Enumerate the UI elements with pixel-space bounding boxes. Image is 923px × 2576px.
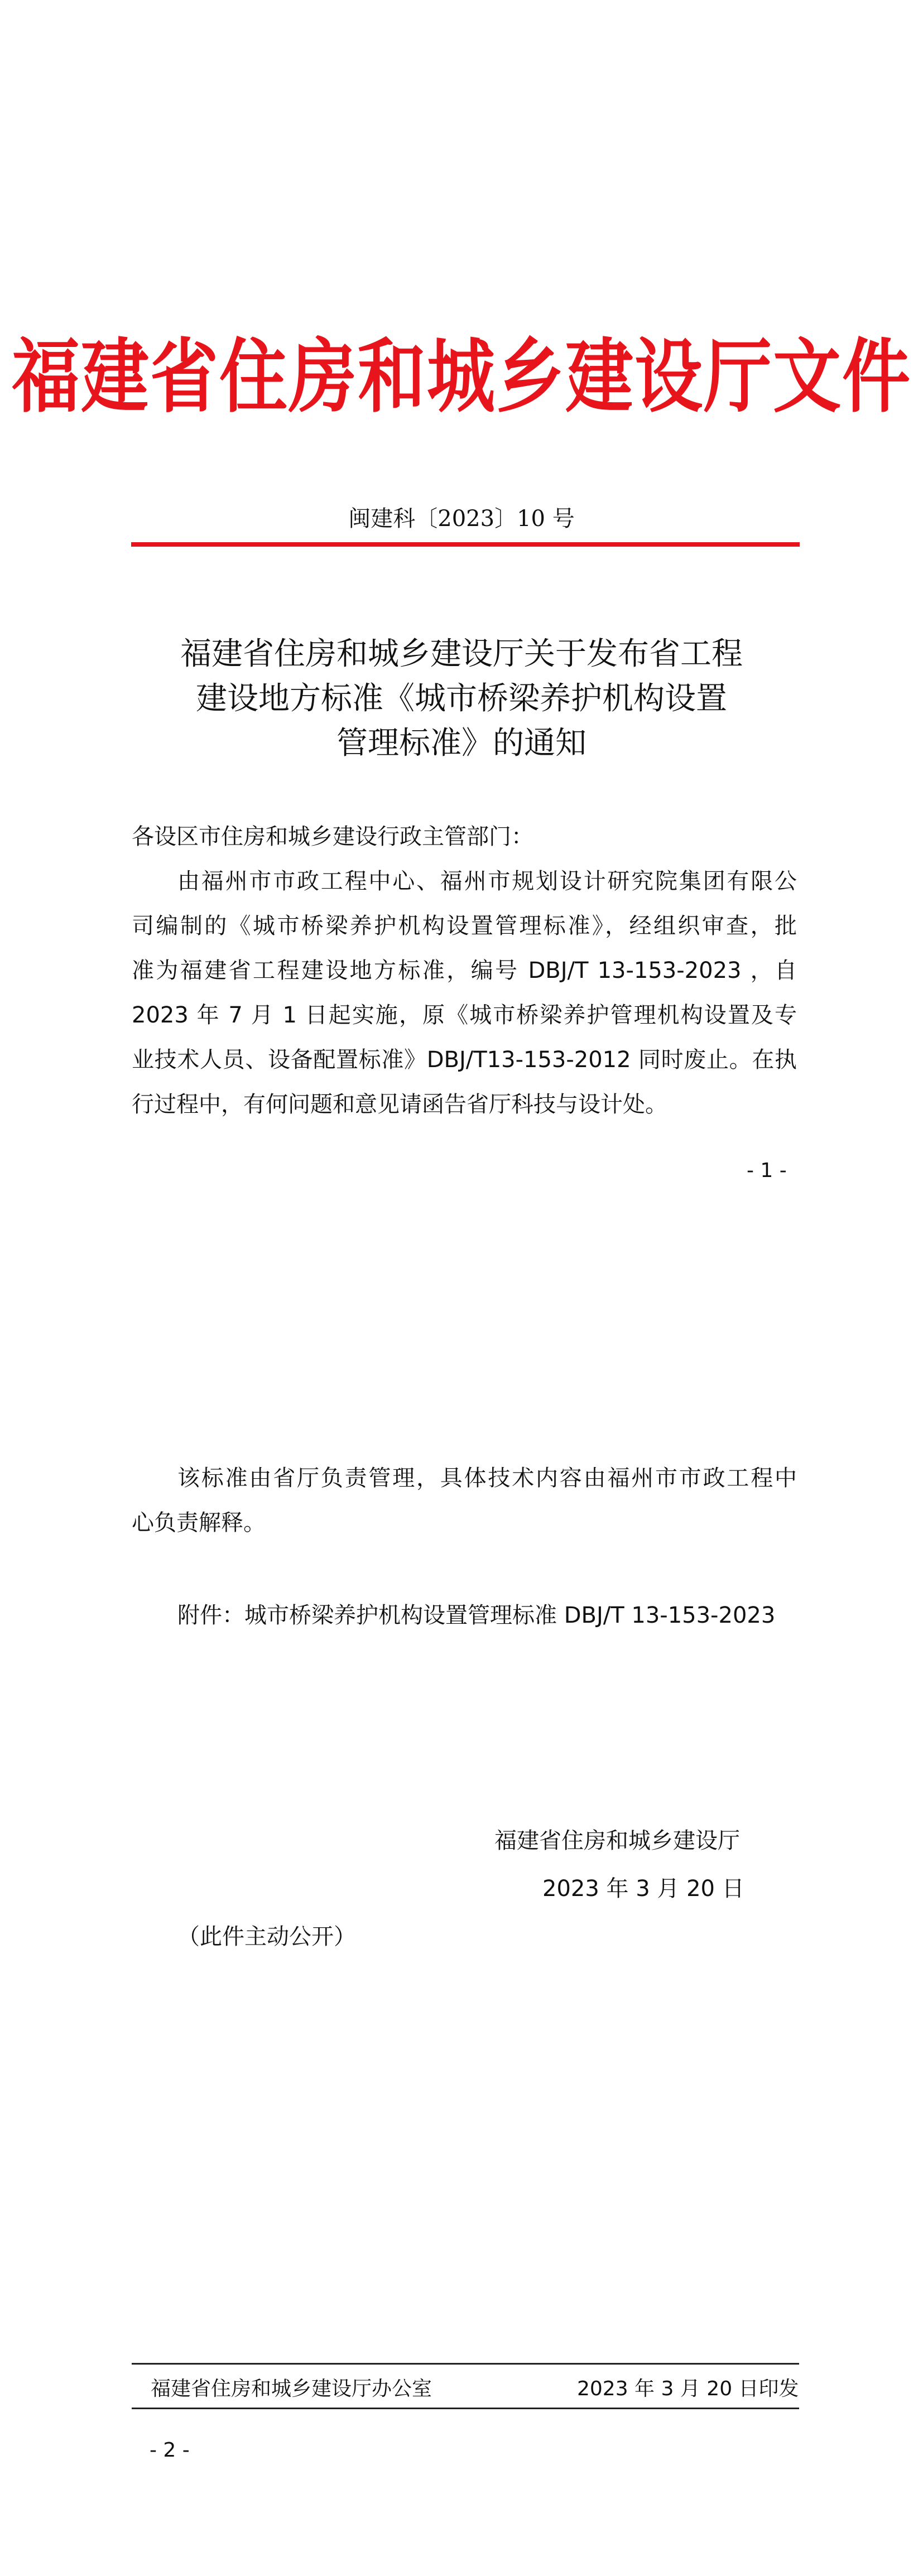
paragraph-2-line: 该标准由省厅负责管理，具体技术内容由福州市市政工程中 [177, 1465, 797, 1491]
footer-bottom-rule [132, 2408, 799, 2409]
footer-issue-date: 2023 年 3 月 20 日印发 [577, 2377, 799, 2400]
notice-title-line-1: 福建省住房和城乡建设厅关于发布省工程 [180, 636, 743, 672]
paragraph-1-line: 司编制的《城市桥梁养护机构设置管理标准》，经组织审查，批 [132, 913, 797, 939]
paragraph-1-line: 2023 年 7 月 1 日起实施，原《城市桥梁养护管理机构设置及专 [132, 1002, 797, 1028]
paragraph-1-line: 由福州市市政工程中心、福州市规划设计研究院集团有限公 [177, 869, 797, 894]
notice-title-line-2: 建设地方标准《城市桥梁养护机构设置 [196, 681, 727, 717]
page-number-2: - 2 - [150, 2439, 190, 2462]
paragraph-2-line: 心负责解释。 [132, 1510, 266, 1536]
paragraph-1-line: 准为福建省工程建设地方标准，编号 DBJ/T 13-153-2023 ，自 [132, 958, 797, 983]
signature-org: 福建省住房和城乡建设厅 [494, 1828, 740, 1854]
footer-issuer: 福建省住房和城乡建设厅办公室 [151, 2377, 432, 2400]
paragraph-1-line: 业技术人员、设备配置标准》DBJ/T13-153-2012 同时废止。在执 [132, 1047, 797, 1073]
footer-top-rule [132, 2363, 799, 2365]
document-number: 闽建科〔2023〕10 号 [348, 506, 575, 532]
signature-date: 2023 年 3 月 20 日 [542, 1876, 744, 1902]
attachment-line: 附件：城市桥梁养护机构设置管理标准 DBJ/T 13-153-2023 [177, 1603, 776, 1628]
masthead-title: 福建省住房和城乡建设厅文件 [12, 330, 911, 424]
paragraph-1-line: 行过程中，有何问题和意见请函告省厅科技与设计处。 [132, 1092, 667, 1117]
salutation: 各设区市住房和城乡建设行政主管部门： [132, 824, 533, 850]
notice-title-line-3: 管理标准》的通知 [336, 725, 587, 761]
page-number-1: - 1 - [747, 1159, 787, 1182]
disclosure-note: （此件主动公开） [177, 1924, 356, 1950]
red-divider [131, 542, 800, 547]
